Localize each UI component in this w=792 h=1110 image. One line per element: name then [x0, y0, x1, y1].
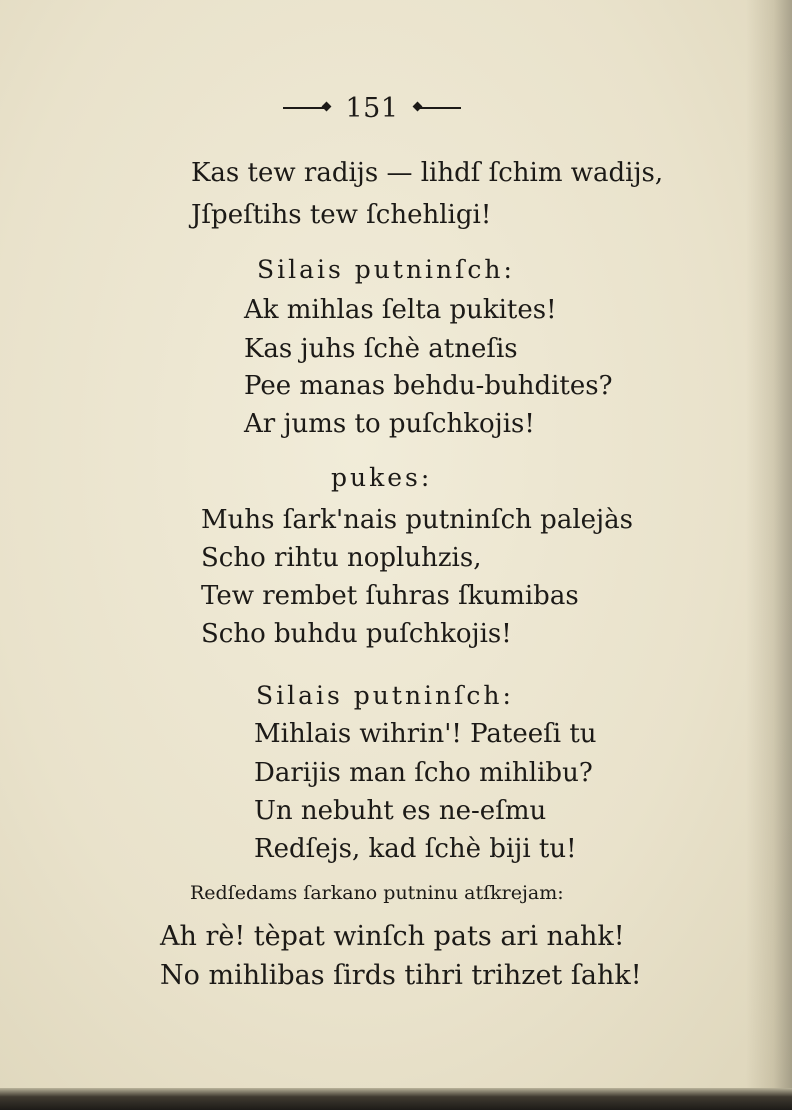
poem-line: Un nebuht es ne-eſmu — [254, 796, 547, 826]
poem-line: Redſejs, kad ſchè biji tu! — [254, 834, 577, 864]
poem-line: Jſpeſtihs tew ſchehligi! — [191, 200, 492, 230]
poem-line: Muhs ſark'nais putninſch palejàs — [201, 505, 633, 535]
page-number: 151 — [345, 92, 399, 124]
poem-line: Tew rembet ſuhras ſkumibas — [201, 581, 579, 611]
right-ornament-icon — [417, 107, 461, 109]
poem-line: Ah rè! tèpat winſch pats ari nahk! — [160, 921, 625, 952]
page-header — [282, 88, 462, 128]
poem-line: Scho rihtu nopluhzis, — [201, 543, 482, 573]
stage-direction: Redſedams ſarkano putninu atſkrejam: — [190, 882, 564, 904]
speaker-label: Silais putninſch: — [257, 255, 515, 284]
poem-line: Mihlais wihrin'! Pateeſi tu — [254, 719, 597, 749]
poem-line: Ak mihlas ſelta pukites! — [244, 295, 557, 325]
poem-line: Scho buhdu puſchkojis! — [201, 619, 512, 649]
poem-line: Darijis man ſcho mihlibu? — [254, 758, 593, 788]
page-edge-shadow — [746, 0, 792, 1110]
speaker-label: Silais putninſch: — [256, 681, 514, 710]
poem-line: Ar jums to puſchkojis! — [244, 409, 535, 439]
poem-line: Kas juhs ſchè atneſis — [244, 334, 518, 364]
speaker-label: pukes: — [331, 463, 433, 492]
poem-line: No mihlibas ſirds tihri trihzet ſahk! — [160, 960, 642, 991]
page-bottom-edge — [0, 1088, 792, 1110]
poem-line: Kas tew radijs — lihdſ ſchim wadijs, — [191, 158, 664, 188]
poem-line: Pee manas behdu-buhdites? — [244, 371, 613, 401]
left-ornament-icon — [283, 107, 327, 109]
